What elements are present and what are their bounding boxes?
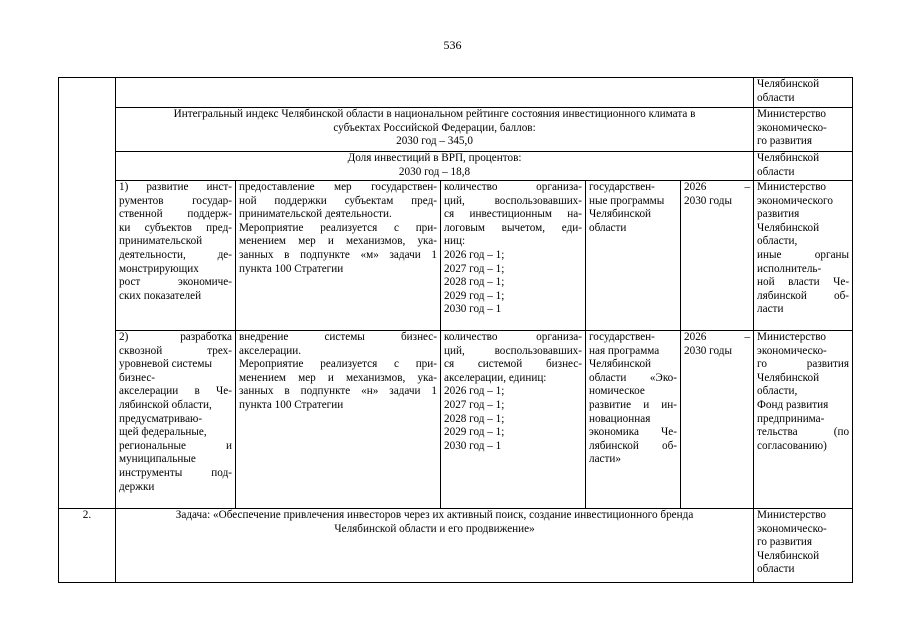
responsible-cell: Челябинской области [754,152,853,181]
number-cell-empty [59,78,116,509]
responsible-cell: Министерство экономического развития Челябинской области, иные органы исполнитель- ной власти Че- лябинской об- ласти [754,181,853,331]
number-cell: 2. [59,509,116,583]
table-row [59,331,853,509]
task-cell: 2) разработка сквозной трех- уровневой системы бизнес- акселерации в Че- лябинской области, предусматриваю- щей федеральные, региональные и муниципальные инструменты под- держки [116,331,236,509]
task-2-cell: Задача: «Обеспечение привлечения инвесторов через их активный поиск, создание инвестиционного бренда Челябинской области и его продвижение» [116,509,754,583]
empty-cell [116,78,754,108]
term-cell: 2026 – 2030 годы [681,181,754,331]
table-row [59,78,853,108]
page-number: 536 [443,38,462,52]
measure-cell: внедрение системы бизнес- акселерации. Мероприятие реализуется с при- менением мер и механизмов, ука- занных в подпункте «н» задачи 1 пункта 100 Стратегии [236,331,441,509]
strategy-table [58,77,853,583]
table-row [59,152,853,181]
program-cell: государствен- ные программы Челябинской области [586,181,681,331]
measure-cell: предоставление мер государствен- ной поддержки субъектам пред- принимательской деятельности. Мероприятие реализуется с при- менением мер и механизмов, ука- занных в подпункте «м» задачи 1 пункта 100 Стратегии [236,181,441,331]
indicator-cell: количество организа- ций, воспользовавших- ся инвестиционным на- логовым вычетом, еди- ниц: 2026 год – 1; 2027 год – 1; 2028 год – 1; 2029 год – 1; 2030 год – 1 [441,181,586,331]
task-cell: 1) развитие инст- рументов государ- ственной поддерж- ки субъектов пред- принимательской деятельности, де- монстрирующих рост экономиче- ских показателей [116,181,236,331]
program-cell: государствен- ная программа Челябинской области «Эко- номическое развитие и ин- новационная экономика Че- лябинской об- ласти» [586,331,681,509]
responsible-cell: Министерство экономическо- го развития Челябинской области, Фонд развития предпринима- тельства (по согласованию) [754,331,853,509]
table-row [59,108,853,152]
indicator-investment-share: Доля инвестиций в ВРП, процентов: 2030 год – 18,8 [116,152,754,181]
responsible-cell: Министерство экономическо- го развития [754,108,853,152]
table-row [59,181,853,331]
indicator-cell: количество организа- ций, воспользовавших- ся системой бизнес- акселерации, единиц: 2026 год – 1; 2027 год – 1; 2028 год – 1; 2029 год – 1; 2030 год – 1 [441,331,586,509]
responsible-cell: Министерство экономическо- го развития Челябинской области [754,509,853,583]
responsible-cell: Челябинской области [754,78,853,108]
indicator-integral-index: Интегральный индекс Челябинской области в национальном рейтинге состояния инвестиционного климата в субъектах Российской Федерации, баллов: 2030 год – 345,0 [116,108,754,152]
term-cell: 2026 – 2030 годы [681,331,754,509]
table-row [59,509,853,583]
